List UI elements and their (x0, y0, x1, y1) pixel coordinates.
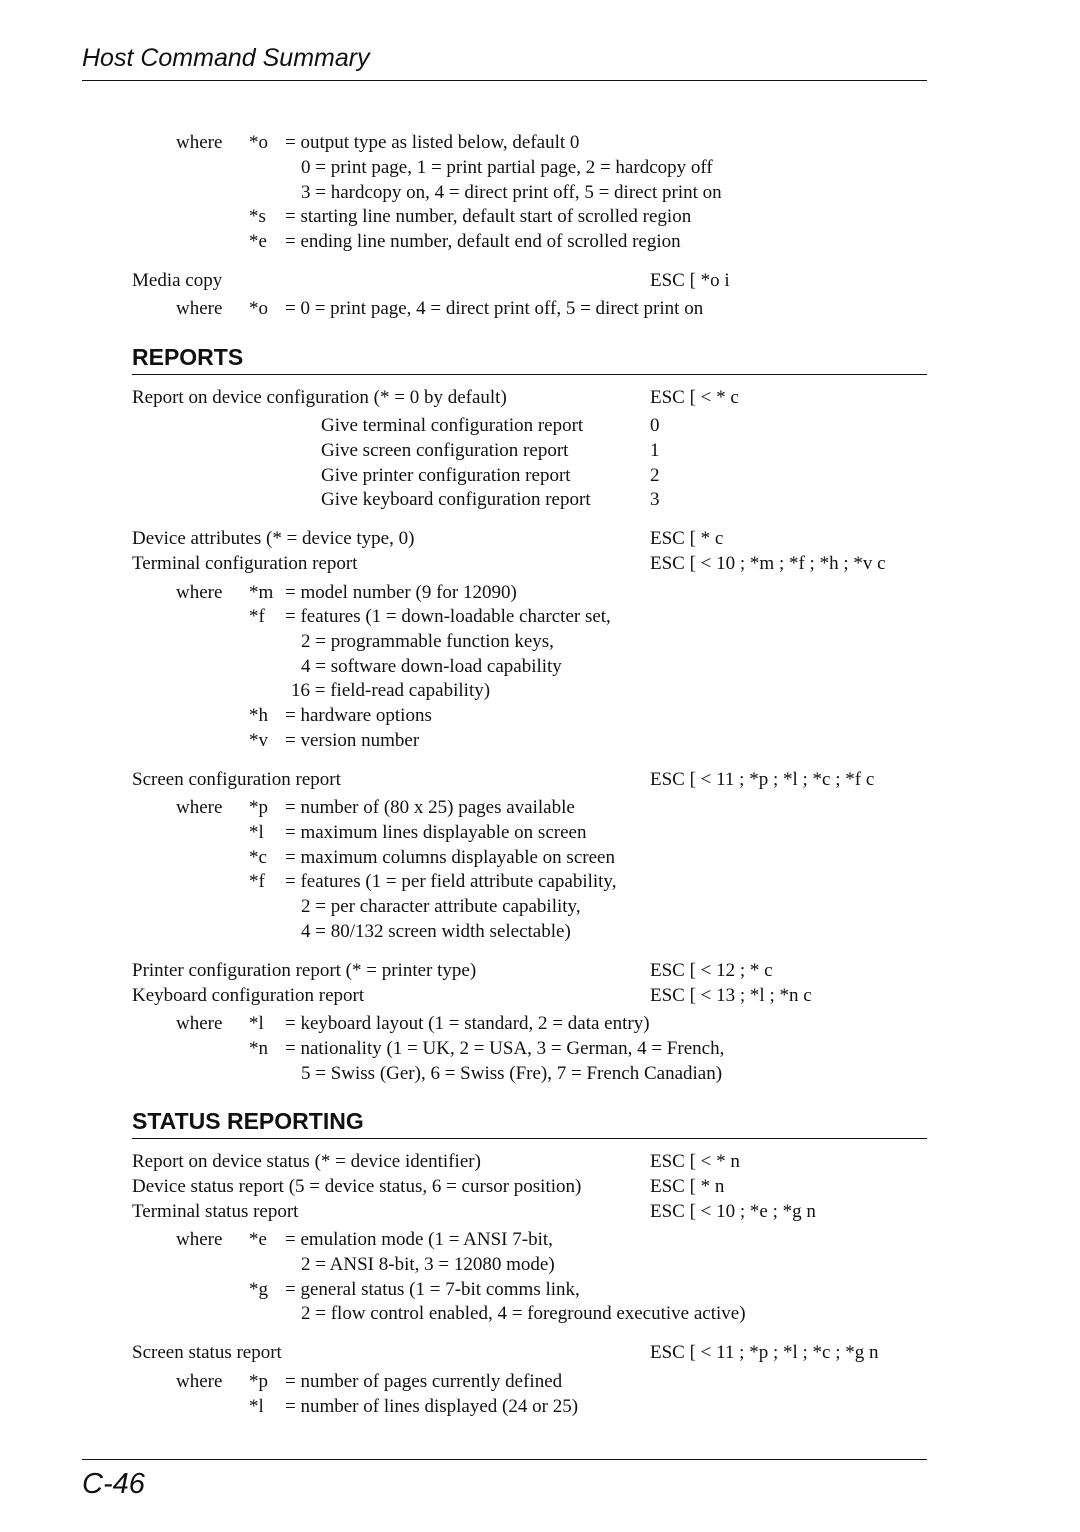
param-desc: = features (1 = down-loadable charcter set, (285, 606, 611, 627)
escape-sequence: ESC [ < 11 ; *p ; *l ; *c ; *g n (650, 1342, 879, 1363)
header-rule (82, 80, 927, 81)
param: *n (249, 1038, 268, 1059)
where-label: where (176, 298, 223, 319)
where-label: where (176, 1229, 223, 1250)
where-label: where (176, 797, 223, 818)
section-heading-status-reporting: STATUS REPORTING (132, 1108, 364, 1134)
param-desc: = number of (80 x 25) pages available (285, 797, 575, 818)
option-value: 2 (650, 465, 660, 486)
param: *c (249, 847, 267, 868)
param: *s (249, 206, 266, 227)
param-desc: = nationality (1 = UK, 2 = USA, 3 = German, 4 = French, (285, 1038, 725, 1059)
section-rule (132, 374, 927, 375)
escape-sequence: ESC [ < 10 ; *e ; *g n (650, 1201, 816, 1222)
page-number: C-46 (82, 1468, 145, 1500)
command-label: Report on device status (* = device identifier) (132, 1151, 481, 1172)
escape-sequence: ESC [ < 12 ; * c (650, 960, 773, 981)
command-label: Screen status report (132, 1342, 282, 1363)
command-label: Report on device configuration (* = 0 by default) (132, 387, 507, 408)
footer-rule (82, 1459, 927, 1460)
command-label: Device attributes (* = device type, 0) (132, 528, 415, 549)
param: *e (249, 1229, 267, 1250)
param-desc: 0 = print page, 1 = print partial page, 2 = hardcopy off (301, 157, 713, 178)
where-label: where (176, 1013, 223, 1034)
param-desc: 4 = software down-load capability (301, 656, 562, 677)
escape-sequence: ESC [ < 10 ; *m ; *f ; *h ; *v c (650, 553, 886, 574)
param-desc: 16 = field-read capability) (291, 680, 491, 701)
option-label: Give keyboard configuration report (321, 489, 591, 510)
param-desc: = version number (285, 730, 420, 751)
param: *h (249, 705, 268, 726)
command-label: Screen configuration report (132, 769, 341, 790)
param: *v (249, 730, 268, 751)
param-desc: = output type as listed below, default 0 (285, 132, 580, 153)
param: *o (249, 298, 268, 319)
running-header-title: Host Command Summary (82, 44, 370, 72)
command-label: Device status report (5 = device status, 6 = cursor position) (132, 1176, 582, 1197)
param-desc: = number of lines displayed (24 or 25) (285, 1396, 579, 1417)
option-label: Give screen configuration report (321, 440, 569, 461)
section-rule (132, 1138, 927, 1139)
param-desc: = ending line number, default end of scrolled region (285, 231, 681, 252)
command-label: Keyboard configuration report (132, 985, 365, 1006)
option-value: 1 (650, 440, 660, 461)
param: *o (249, 132, 268, 153)
where-label: where (176, 132, 223, 153)
escape-sequence: ESC [ * n (650, 1176, 725, 1197)
param-desc: 2 = ANSI 8-bit, 3 = 12080 mode) (301, 1254, 555, 1275)
param: *f (249, 606, 265, 627)
param-desc: = starting line number, default start of scrolled region (285, 206, 692, 227)
param-desc: = keyboard layout (1 = standard, 2 = data entry) (285, 1013, 650, 1034)
param: *m (249, 582, 274, 603)
param: *p (249, 1371, 268, 1392)
param: *g (249, 1279, 268, 1300)
option-label: Give terminal configuration report (321, 415, 584, 436)
escape-sequence: ESC [ < 13 ; *l ; *n c (650, 985, 812, 1006)
param: *l (249, 1013, 264, 1034)
param-desc: = number of pages currently defined (285, 1371, 563, 1392)
command-label: Terminal status report (132, 1201, 299, 1222)
command-label: Printer configuration report (* = printer type) (132, 960, 477, 981)
param-desc: = 0 = print page, 4 = direct print off, 5 = direct print on (285, 298, 704, 319)
where-label: where (176, 582, 223, 603)
param-desc: = emulation mode (1 = ANSI 7-bit, (285, 1229, 553, 1250)
option-value: 0 (650, 415, 660, 436)
param-desc: = maximum lines displayable on screen (285, 822, 587, 843)
param-desc: 2 = per character attribute capability, (301, 896, 581, 917)
param-desc: 5 = Swiss (Ger), 6 = Swiss (Fre), 7 = French Canadian) (301, 1063, 723, 1084)
param-desc: 2 = programmable function keys, (301, 631, 554, 652)
param-desc: = model number (9 for 12090) (285, 582, 517, 603)
escape-sequence: ESC [ < * c (650, 387, 739, 408)
escape-sequence: ESC [ < 11 ; *p ; *l ; *c ; *f c (650, 769, 875, 790)
param: *l (249, 1396, 264, 1417)
command-label: Media copy (132, 270, 223, 291)
param: *e (249, 231, 267, 252)
param: *l (249, 822, 264, 843)
param-desc: 4 = 80/132 screen width selectable) (301, 921, 571, 942)
escape-sequence: ESC [ *o i (650, 270, 730, 291)
option-label: Give printer configuration report (321, 465, 571, 486)
escape-sequence: ESC [ < * n (650, 1151, 740, 1172)
param-desc: 2 = flow control enabled, 4 = foreground executive active) (301, 1303, 746, 1324)
param-desc: 3 = hardcopy on, 4 = direct print off, 5 = direct print on (301, 182, 722, 203)
command-label: Terminal configuration report (132, 553, 358, 574)
param-desc: = features (1 = per field attribute capability, (285, 871, 617, 892)
where-label: where (176, 1371, 223, 1392)
param-desc: = general status (1 = 7-bit comms link, (285, 1279, 580, 1300)
option-value: 3 (650, 489, 660, 510)
param: *f (249, 871, 265, 892)
param: *p (249, 797, 268, 818)
param-desc: = maximum columns displayable on screen (285, 847, 615, 868)
param-desc: = hardware options (285, 705, 432, 726)
section-heading-reports: REPORTS (132, 344, 244, 370)
escape-sequence: ESC [ * c (650, 528, 724, 549)
